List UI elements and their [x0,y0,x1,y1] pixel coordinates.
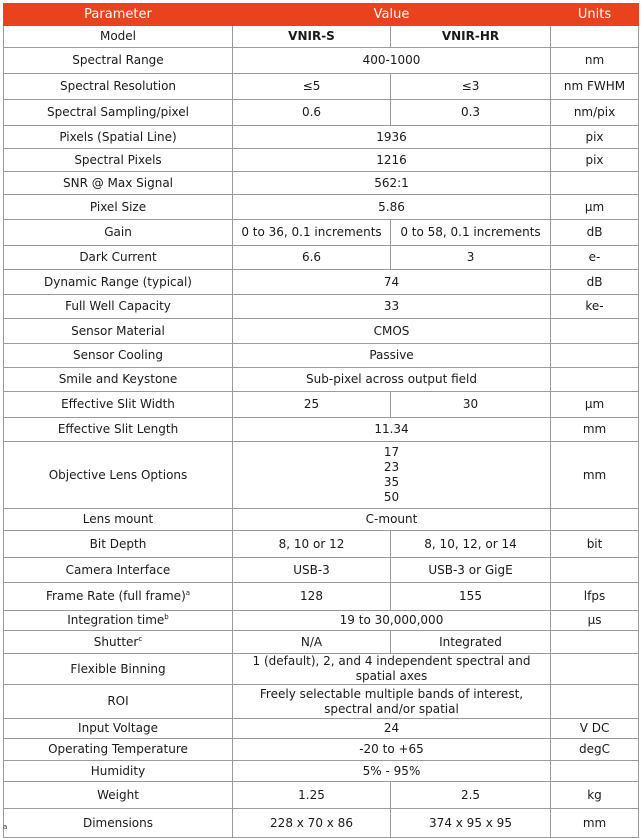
value-list-item: 35 [383,475,400,489]
units-cell: nm [551,48,639,74]
units-cell: e- [551,246,639,270]
units-cell: nm FWHM [551,74,639,100]
value-cell-a: 1.25 [233,782,391,809]
units-cell: lfps [551,583,639,611]
value-cell-a: 25 [233,392,391,418]
value-cell-b: 3 [391,246,551,270]
table-row [4,220,639,246]
value-cell: 19 to 30,000,000 [233,611,551,631]
value-cell: 11.34 [233,418,551,442]
table-row [4,149,639,172]
table-row [4,100,639,126]
value-cell-a: 228 x 70 x 86 [233,809,391,838]
units-cell [551,172,639,195]
parameter-cell: Pixels (Spatial Line) [4,126,233,149]
value-cell: 1 (default), 2, and 4 independent spectral and spatial axes [233,654,551,685]
parameter-cell: Operating Temperature [4,739,233,761]
units-cell: pix [551,149,639,172]
table-row [4,368,639,392]
value-cell-b: 0.3 [391,100,551,126]
parameter-cell: Gain [4,220,233,246]
value-cell-b: 374 x 95 x 95 [391,809,551,838]
parameter-cell: Frame Rate (full frame)$^a$ [4,583,233,611]
value-cell-a: 8, 10 or 12 [233,531,391,558]
table-row [4,631,639,654]
value-cell: Sub-pixel across output field [233,368,551,392]
units-cell [551,654,639,685]
parameter-cell: Dynamic Range (typical) [4,270,233,295]
table-row [4,295,639,319]
units-cell: µm [551,392,639,418]
parameter-cell: Spectral Resolution [4,74,233,100]
units-cell: µs [551,611,639,631]
value-cell: 74 [233,270,551,295]
value-cell-a: 0.6 [233,100,391,126]
value-cell-a: 0 to 36, 0.1 increments [233,220,391,246]
units-cell: degC [551,739,639,761]
model-a: VNIR-S [233,26,391,48]
value-cell-b: 8, 10, 12, or 14 [391,531,551,558]
parameter-cell: Spectral Pixels [4,149,233,172]
table-row [4,172,639,195]
units-cell: bit [551,531,639,558]
units-cell [551,558,639,583]
table-row [4,531,639,558]
table-row [4,739,639,761]
value-cell: 562:1 [233,172,551,195]
units-cell [551,761,639,782]
value-cell-b: USB-3 or GigE [391,558,551,583]
value-cell-b: 30 [391,392,551,418]
units-cell: µm [551,195,639,220]
table-row [4,126,639,149]
table-row [4,654,639,685]
value-list-item: 50 [383,490,400,504]
value-cell: CMOS [233,319,551,344]
value-cell-a: ≤5 [233,74,391,100]
footnote-marker: c [138,634,143,643]
table-row [4,270,639,295]
value-cell: 400-1000 [233,48,551,74]
table-row [4,761,639,782]
table-row [4,558,639,583]
table-row [4,246,639,270]
parameter-cell: Humidity [4,761,233,782]
value-cell-a: N/A [233,631,391,654]
table-row [4,809,639,838]
parameter-cell: Weight [4,782,233,809]
parameter-cell: Bit Depth [4,531,233,558]
units-cell: dB [551,220,639,246]
table-row [4,418,639,442]
header-parameter: Parameter [4,4,233,26]
header-value: Value [233,4,551,26]
parameter-cell: Sensor Material [4,319,233,344]
parameter-cell: Input Voltage [4,719,233,739]
table-row [4,319,639,344]
footnote-marker: a [185,589,191,597]
table-row [4,509,639,531]
header-row [4,4,639,26]
units-cell: nm/pix [551,100,639,126]
units-cell [551,631,639,654]
model-units [551,26,639,48]
parameter-cell: Camera Interface [4,558,233,583]
parameter-cell: ROI [4,685,233,719]
spec-table [3,3,639,838]
value-cell-a: 6.6 [233,246,391,270]
value-cell: Freely selectable multiple bands of interest, spectral and/or spatial [233,685,551,719]
units-cell: mm [551,809,639,838]
table-row [4,392,639,418]
units-cell: ke- [551,295,639,319]
model-label: Model [4,26,233,48]
table-row [4,782,639,809]
units-cell: mm [551,442,639,509]
parameter-cell: Spectral Sampling/pixel [4,100,233,126]
value-cell-b: Integrated [391,631,551,654]
table-row [4,195,639,220]
parameter-cell: Spectral Range [4,48,233,74]
parameter-cell: Effective Slit Length [4,418,233,442]
table-row [4,48,639,74]
value-cell [233,442,551,509]
value-list-item: 17 [383,445,400,459]
parameter-cell: Dimensions [4,809,233,838]
value-cell: 1216 [233,149,551,172]
table-row [4,719,639,739]
value-cell: 5% - 95% [233,761,551,782]
parameter-cell: Pixel Size [4,195,233,220]
units-cell: kg [551,782,639,809]
units-cell: pix [551,126,639,149]
units-cell [551,368,639,392]
units-cell: V DC [551,719,639,739]
parameter-cell: Dark Current [4,246,233,270]
table-row [4,685,639,719]
value-cell: 5.86 [233,195,551,220]
units-cell: mm [551,418,639,442]
parameter-cell: Shutter$^c$ [4,631,233,654]
parameter-cell: Effective Slit Width [4,392,233,418]
model-row [4,26,639,48]
value-cell-a: USB-3 [233,558,391,583]
units-cell [551,319,639,344]
table-row [4,74,639,100]
table-row [4,583,639,611]
table-row [4,442,639,509]
parameter-cell: Full Well Capacity [4,295,233,319]
value-cell-b: 2.5 [391,782,551,809]
value-cell: 1936 [233,126,551,149]
parameter-cell: Objective Lens Options [4,442,233,509]
units-cell [551,685,639,719]
parameter-cell: Sensor Cooling [4,344,233,368]
units-cell: dB [551,270,639,295]
value-cell: 24 [233,719,551,739]
units-cell [551,509,639,531]
parameter-cell: Integration time$^b$ [4,611,233,631]
model-b: VNIR-HR [391,26,551,48]
value-cell: -20 to +65 [233,739,551,761]
parameter-cell: Lens mount [4,509,233,531]
parameter-cell: Flexible Binning [4,654,233,685]
value-cell: C-mount [233,509,551,531]
value-cell-b: 155 [391,583,551,611]
table-row [4,344,639,368]
header-units: Units [551,4,639,26]
value-cell: Passive [233,344,551,368]
parameter-cell: SNR @ Max Signal [4,172,233,195]
value-cell-a: 128 [233,583,391,611]
footnote-mark: a [3,823,8,831]
value-cell: 33 [233,295,551,319]
value-list-item: 23 [383,460,400,474]
footnote-marker: b [164,613,169,621]
units-cell [551,344,639,368]
value-cell-b: 0 to 58, 0.1 increments [391,220,551,246]
table-row [4,611,639,631]
value-cell-b: ≤3 [391,74,551,100]
parameter-cell: Smile and Keystone [4,368,233,392]
